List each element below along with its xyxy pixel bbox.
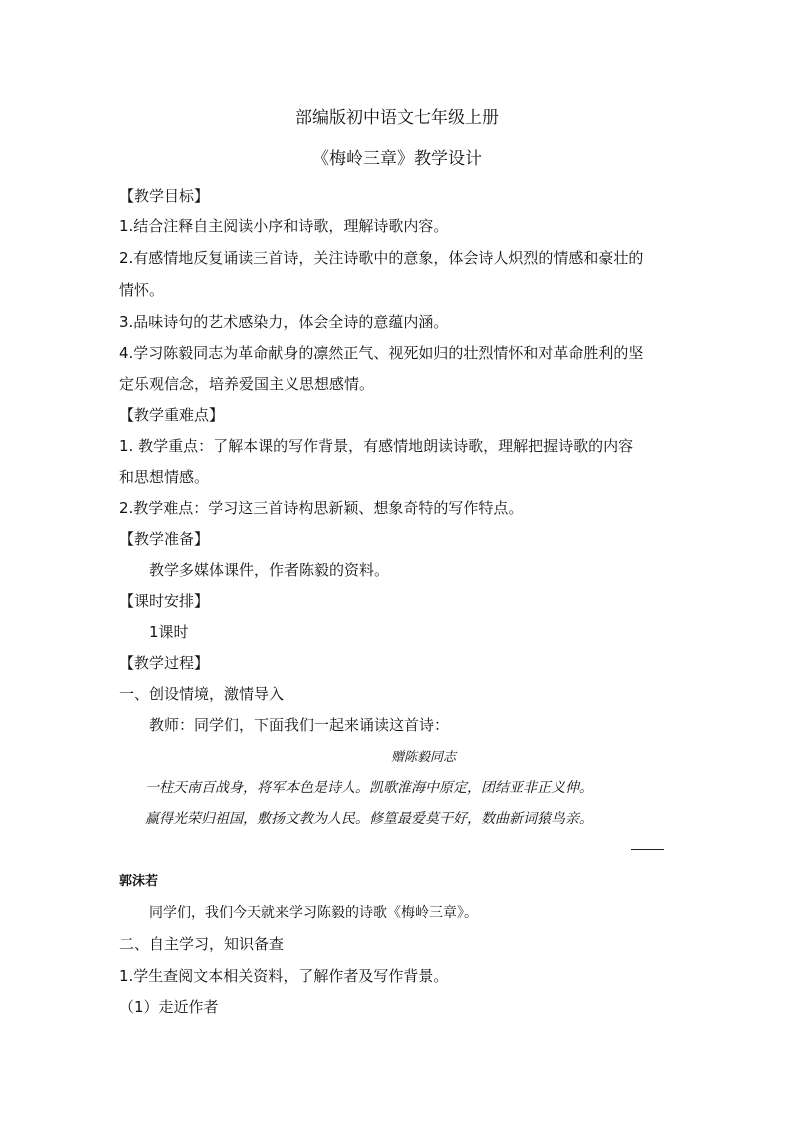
process-step-2: 二、自主学习，知识备查: [119, 935, 285, 953]
process-step-1: 一、创设情境，激情导入: [119, 685, 285, 703]
poem-title: 赠陈毅同志: [391, 750, 457, 765]
section-heading-key-points: 【教学重难点】: [119, 406, 225, 424]
goal-3: 3.品味诗句的艺术感染力，体会全诗的意蕴内涵。: [119, 313, 449, 331]
poem-line-1: 一柱天南百战身，将军本色是诗人。凯歌淮海中原定，团结亚非正义伸。: [145, 780, 593, 796]
section-heading-schedule: 【课时安排】: [119, 592, 210, 610]
goal-4-line-2: 定乐观信念，培养爱国主义思想感情。: [119, 375, 375, 393]
section-heading-process: 【教学过程】: [119, 654, 210, 672]
preparation-text: 教学多媒体课件，作者陈毅的资料。: [149, 561, 390, 579]
attribution-dash: [631, 849, 664, 850]
document-subtitle: 《梅岭三章》教学设计: [312, 149, 482, 169]
goal-1: 1.结合注释自主阅读小序和诗歌，理解诗歌内容。: [119, 217, 449, 235]
goal-2-line-2: 情怀。: [119, 281, 165, 299]
intro-line: 同学们，我们今天就来学习陈毅的诗歌《梅岭三章》。: [149, 905, 478, 921]
goal-2-line-1: 2.有感情地反复诵读三首诗，关注诗歌中的意象，体会诗人炽烈的情感和豪壮的: [119, 249, 644, 267]
schedule-text: 1课时: [149, 623, 189, 641]
study-item-1-sub: （1）走近作者: [119, 998, 219, 1016]
study-item-1: 1.学生查阅文本相关资料，了解作者及写作背景。: [119, 967, 449, 985]
poem-line-2: 赢得光荣归祖国，敷扬文教为人民。修篁最爱莫干好，数曲新词猿鸟亲。: [145, 811, 593, 827]
poem-author: 郭沫若: [119, 874, 159, 889]
teacher-line: 教师：同学们，下面我们一起来诵读这首诗：: [149, 716, 450, 734]
goal-4-line-1: 4.学习陈毅同志为革命献身的凛然正气、视死如归的壮烈情怀和对革命胜利的坚: [119, 344, 644, 362]
key-point-1-line-2: 和思想情感。: [119, 468, 210, 486]
document-title: 部编版初中语文七年级上册: [295, 108, 499, 128]
key-point-1-line-1: 1. 教学重点：了解本课的写作背景，有感情地朗读诗歌，理解把握诗歌的内容: [119, 437, 634, 455]
section-heading-goals: 【教学目标】: [119, 187, 210, 205]
key-point-2: 2.教学难点：学习这三首诗构思新颖、想象奇特的写作特点。: [119, 499, 524, 517]
section-heading-preparation: 【教学准备】: [119, 530, 210, 548]
